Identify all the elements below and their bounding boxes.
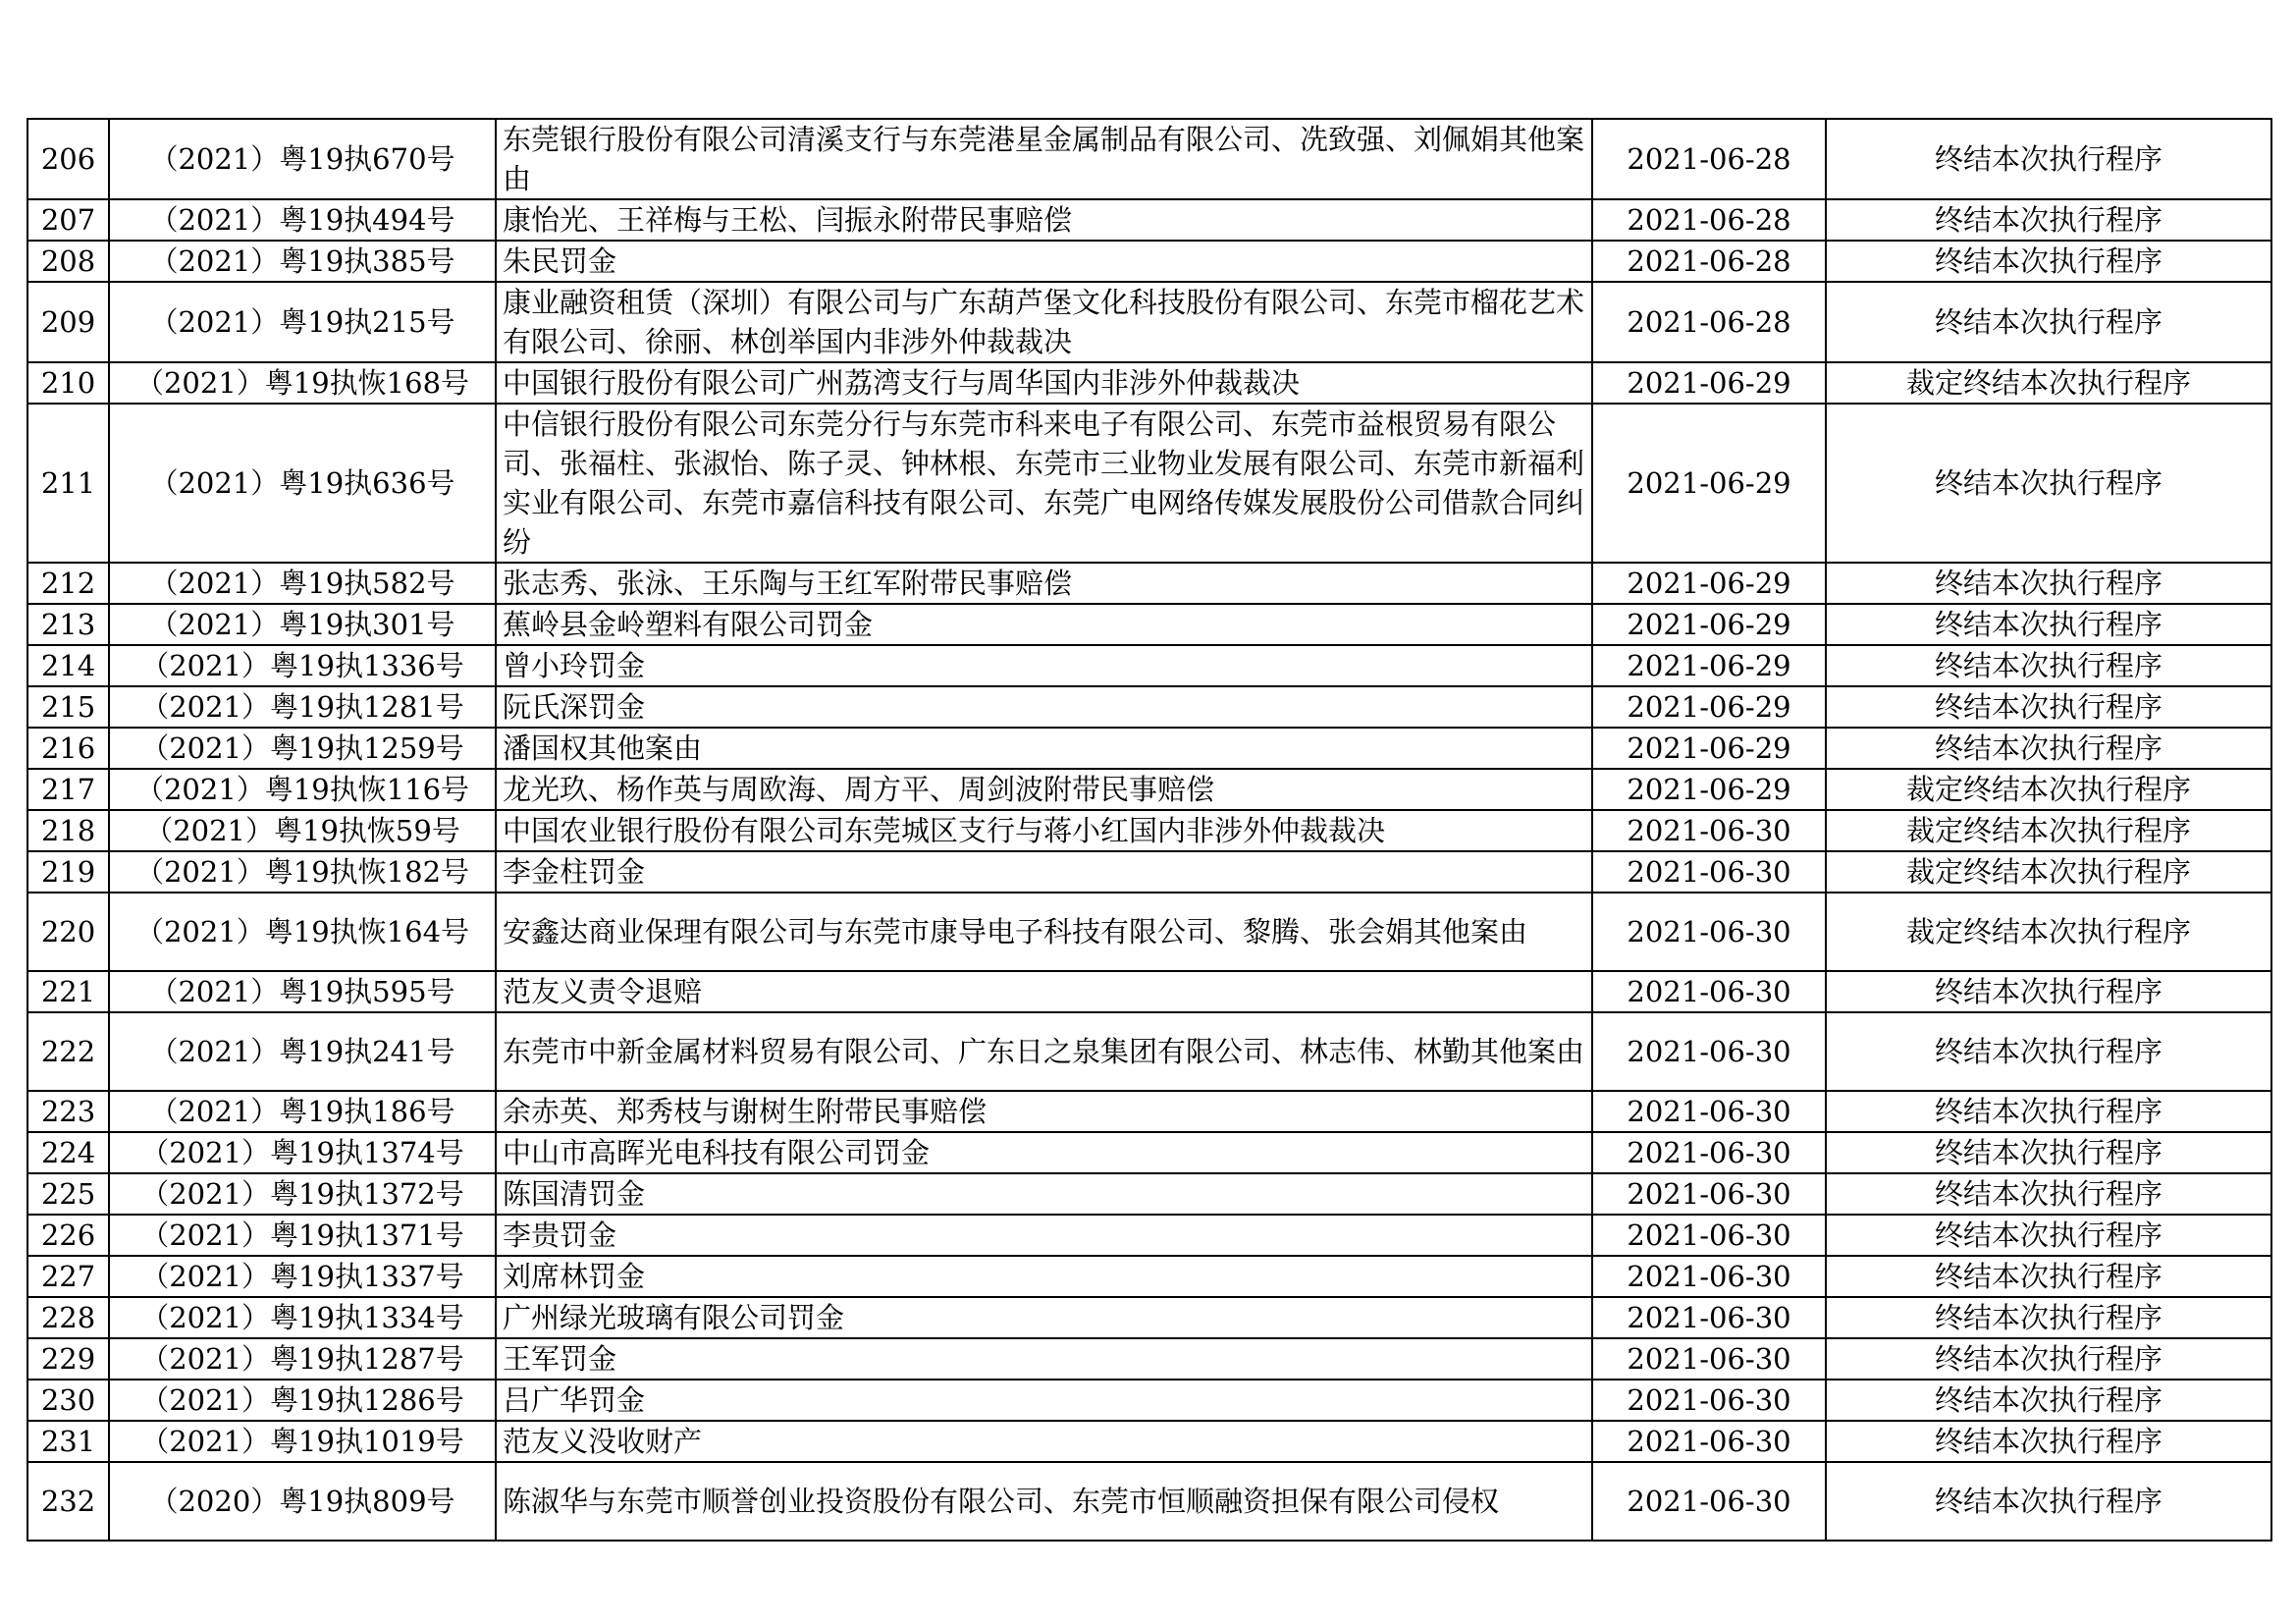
- case-description-cell: 蕉岭县金岭塑料有限公司罚金: [496, 604, 1592, 645]
- closing-date-cell: 2021-06-29: [1592, 362, 1826, 404]
- result-cell: 终结本次执行程序: [1826, 1173, 2271, 1215]
- table-row: [27, 893, 2271, 971]
- row-number-cell: 226: [27, 1215, 109, 1256]
- closing-date-cell: 2021-06-30: [1592, 1297, 1826, 1338]
- table-row: [27, 1215, 2271, 1256]
- case-description-cell: 李金柱罚金: [496, 851, 1592, 893]
- case-number-cell: （2021）粤19执595号: [109, 971, 496, 1012]
- row-number-cell: 227: [27, 1256, 109, 1297]
- closing-date-cell: 2021-06-29: [1592, 563, 1826, 604]
- case-number-cell: （2021）粤19执恢168号: [109, 362, 496, 404]
- row-number-cell: 228: [27, 1297, 109, 1338]
- result-cell: 裁定终结本次执行程序: [1826, 851, 2271, 893]
- case-number-cell: （2021）粤19执241号: [109, 1012, 496, 1091]
- closing-date-cell: 2021-06-28: [1592, 282, 1826, 362]
- row-number-cell: 232: [27, 1462, 109, 1541]
- case-table: [27, 118, 2272, 1542]
- row-number-cell: 229: [27, 1338, 109, 1380]
- table-row: [27, 1338, 2271, 1380]
- result-cell: 裁定终结本次执行程序: [1826, 893, 2271, 971]
- closing-date-cell: 2021-06-30: [1592, 971, 1826, 1012]
- closing-date-cell: 2021-06-29: [1592, 769, 1826, 810]
- closing-date-cell: 2021-06-29: [1592, 604, 1826, 645]
- case-number-cell: （2021）粤19执1259号: [109, 728, 496, 769]
- case-number-cell: （2021）粤19执670号: [109, 119, 496, 199]
- case-number-cell: （2021）粤19执1281号: [109, 686, 496, 728]
- row-number-cell: 209: [27, 282, 109, 362]
- table-row: [27, 1462, 2271, 1541]
- case-description-cell: 康业融资租赁（深圳）有限公司与广东葫芦堡文化科技股份有限公司、东莞市榴花艺术有限公司、徐丽、林创举国内非涉外仲裁裁决: [496, 282, 1592, 362]
- result-cell: 终结本次执行程序: [1826, 645, 2271, 686]
- table-row: [27, 1421, 2271, 1462]
- case-number-cell: （2021）粤19执1372号: [109, 1173, 496, 1215]
- row-number-cell: 218: [27, 810, 109, 851]
- result-cell: 终结本次执行程序: [1826, 1012, 2271, 1091]
- result-cell: 终结本次执行程序: [1826, 404, 2271, 563]
- closing-date-cell: 2021-06-28: [1592, 241, 1826, 282]
- case-description-cell: 曾小玲罚金: [496, 645, 1592, 686]
- case-number-cell: （2021）粤19执恢116号: [109, 769, 496, 810]
- case-description-cell: 朱民罚金: [496, 241, 1592, 282]
- case-number-cell: （2021）粤19执恢182号: [109, 851, 496, 893]
- table-row: [27, 1297, 2271, 1338]
- case-number-cell: （2021）粤19执494号: [109, 199, 496, 241]
- case-description-cell: 康怡光、王祥梅与王松、闫振永附带民事赔偿: [496, 199, 1592, 241]
- case-description-cell: 广州绿光玻璃有限公司罚金: [496, 1297, 1592, 1338]
- result-cell: 终结本次执行程序: [1826, 971, 2271, 1012]
- case-number-cell: （2021）粤19执1287号: [109, 1338, 496, 1380]
- result-cell: 终结本次执行程序: [1826, 1297, 2271, 1338]
- table-row: [27, 645, 2271, 686]
- closing-date-cell: 2021-06-29: [1592, 728, 1826, 769]
- case-description-cell: 李贵罚金: [496, 1215, 1592, 1256]
- case-description-cell: 范友义没收财产: [496, 1421, 1592, 1462]
- table-row: [27, 1012, 2271, 1091]
- result-cell: 终结本次执行程序: [1826, 199, 2271, 241]
- result-cell: 终结本次执行程序: [1826, 119, 2271, 199]
- case-description-cell: 陈淑华与东莞市顺誉创业投资股份有限公司、东莞市恒顺融资担保有限公司侵权: [496, 1462, 1592, 1541]
- closing-date-cell: 2021-06-30: [1592, 1132, 1826, 1173]
- result-cell: 裁定终结本次执行程序: [1826, 362, 2271, 404]
- case-description-cell: 王军罚金: [496, 1338, 1592, 1380]
- closing-date-cell: 2021-06-29: [1592, 404, 1826, 563]
- row-number-cell: 214: [27, 645, 109, 686]
- table-row: [27, 282, 2271, 362]
- closing-date-cell: 2021-06-30: [1592, 1215, 1826, 1256]
- table-row: [27, 563, 2271, 604]
- closing-date-cell: 2021-06-30: [1592, 1012, 1826, 1091]
- case-number-cell: （2021）粤19执385号: [109, 241, 496, 282]
- result-cell: 终结本次执行程序: [1826, 241, 2271, 282]
- table-row: [27, 1256, 2271, 1297]
- case-description-cell: 中山市高晖光电科技有限公司罚金: [496, 1132, 1592, 1173]
- result-cell: 终结本次执行程序: [1826, 1215, 2271, 1256]
- table-row: [27, 119, 2271, 199]
- case-number-cell: （2021）粤19执1374号: [109, 1132, 496, 1173]
- table-row: [27, 1173, 2271, 1215]
- closing-date-cell: 2021-06-30: [1592, 1380, 1826, 1421]
- row-number-cell: 220: [27, 893, 109, 971]
- table-row: [27, 1380, 2271, 1421]
- case-description-cell: 中信银行股份有限公司东莞分行与东莞市科来电子有限公司、东莞市益根贸易有限公司、张福柱、张淑怡、陈子灵、钟林根、东莞市三业物业发展有限公司、东莞市新福利实业有限公司、东莞市嘉信科技有限公司、东莞广电网络传媒发展股份公司借款合同纠纷: [496, 404, 1592, 563]
- table-row: [27, 604, 2271, 645]
- table-row: [27, 971, 2271, 1012]
- closing-date-cell: 2021-06-28: [1592, 199, 1826, 241]
- row-number-cell: 230: [27, 1380, 109, 1421]
- case-description-cell: 安鑫达商业保理有限公司与东莞市康导电子科技有限公司、黎腾、张会娟其他案由: [496, 893, 1592, 971]
- case-number-cell: （2021）粤19执1336号: [109, 645, 496, 686]
- closing-date-cell: 2021-06-30: [1592, 851, 1826, 893]
- row-number-cell: 206: [27, 119, 109, 199]
- table-row: [27, 1132, 2271, 1173]
- case-description-cell: 龙光玖、杨作英与周欧海、周方平、周剑波附带民事赔偿: [496, 769, 1592, 810]
- result-cell: 终结本次执行程序: [1826, 1091, 2271, 1132]
- result-cell: 终结本次执行程序: [1826, 1380, 2271, 1421]
- case-description-cell: 吕广华罚金: [496, 1380, 1592, 1421]
- case-description-cell: 中国农业银行股份有限公司东莞城区支行与蒋小红国内非涉外仲裁裁决: [496, 810, 1592, 851]
- case-description-cell: 刘席林罚金: [496, 1256, 1592, 1297]
- table-row: [27, 241, 2271, 282]
- case-description-cell: 余赤英、郑秀枝与谢树生附带民事赔偿: [496, 1091, 1592, 1132]
- row-number-cell: 216: [27, 728, 109, 769]
- row-number-cell: 225: [27, 1173, 109, 1215]
- result-cell: 终结本次执行程序: [1826, 1256, 2271, 1297]
- case-number-cell: （2021）粤19执215号: [109, 282, 496, 362]
- closing-date-cell: 2021-06-30: [1592, 1421, 1826, 1462]
- case-number-cell: （2021）粤19执1337号: [109, 1256, 496, 1297]
- row-number-cell: 221: [27, 971, 109, 1012]
- closing-date-cell: 2021-06-30: [1592, 1173, 1826, 1215]
- closing-date-cell: 2021-06-29: [1592, 686, 1826, 728]
- result-cell: 终结本次执行程序: [1826, 1421, 2271, 1462]
- result-cell: 终结本次执行程序: [1826, 686, 2271, 728]
- table-row: [27, 686, 2271, 728]
- case-number-cell: （2021）粤19执636号: [109, 404, 496, 563]
- case-number-cell: （2020）粤19执809号: [109, 1462, 496, 1541]
- closing-date-cell: 2021-06-30: [1592, 1256, 1826, 1297]
- row-number-cell: 211: [27, 404, 109, 563]
- table-row: [27, 728, 2271, 769]
- case-number-cell: （2021）粤19执1334号: [109, 1297, 496, 1338]
- row-number-cell: 222: [27, 1012, 109, 1091]
- case-number-cell: （2021）粤19执恢164号: [109, 893, 496, 971]
- table-row: [27, 810, 2271, 851]
- result-cell: 终结本次执行程序: [1826, 604, 2271, 645]
- row-number-cell: 207: [27, 199, 109, 241]
- closing-date-cell: 2021-06-30: [1592, 810, 1826, 851]
- case-description-cell: 东莞银行股份有限公司清溪支行与东莞港星金属制品有限公司、冼致强、刘佩娟其他案由: [496, 119, 1592, 199]
- case-table-body: [27, 119, 2271, 1541]
- table-row: [27, 851, 2271, 893]
- row-number-cell: 224: [27, 1132, 109, 1173]
- result-cell: 裁定终结本次执行程序: [1826, 810, 2271, 851]
- result-cell: 裁定终结本次执行程序: [1826, 769, 2271, 810]
- case-description-cell: 中国银行股份有限公司广州荔湾支行与周华国内非涉外仲裁裁决: [496, 362, 1592, 404]
- row-number-cell: 213: [27, 604, 109, 645]
- result-cell: 终结本次执行程序: [1826, 1338, 2271, 1380]
- closing-date-cell: 2021-06-30: [1592, 1091, 1826, 1132]
- case-number-cell: （2021）粤19执1019号: [109, 1421, 496, 1462]
- closing-date-cell: 2021-06-29: [1592, 645, 1826, 686]
- table-row: [27, 199, 2271, 241]
- case-number-cell: （2021）粤19执582号: [109, 563, 496, 604]
- result-cell: 终结本次执行程序: [1826, 282, 2271, 362]
- result-cell: 终结本次执行程序: [1826, 563, 2271, 604]
- case-description-cell: 阮氏深罚金: [496, 686, 1592, 728]
- row-number-cell: 215: [27, 686, 109, 728]
- row-number-cell: 223: [27, 1091, 109, 1132]
- case-number-cell: （2021）粤19执恢59号: [109, 810, 496, 851]
- closing-date-cell: 2021-06-30: [1592, 1462, 1826, 1541]
- case-description-cell: 张志秀、张泳、王乐陶与王红军附带民事赔偿: [496, 563, 1592, 604]
- table-row: [27, 362, 2271, 404]
- case-number-cell: （2021）粤19执1371号: [109, 1215, 496, 1256]
- case-description-cell: 陈国清罚金: [496, 1173, 1592, 1215]
- case-description-cell: 范友义责令退赔: [496, 971, 1592, 1012]
- row-number-cell: 210: [27, 362, 109, 404]
- table-row: [27, 404, 2271, 563]
- row-number-cell: 208: [27, 241, 109, 282]
- table-row: [27, 769, 2271, 810]
- case-description-cell: 东莞市中新金属材料贸易有限公司、广东日之泉集团有限公司、林志伟、林勤其他案由: [496, 1012, 1592, 1091]
- case-number-cell: （2021）粤19执186号: [109, 1091, 496, 1132]
- case-description-cell: 潘国权其他案由: [496, 728, 1592, 769]
- result-cell: 终结本次执行程序: [1826, 728, 2271, 769]
- closing-date-cell: 2021-06-30: [1592, 893, 1826, 971]
- case-number-cell: （2021）粤19执301号: [109, 604, 496, 645]
- table-row: [27, 1091, 2271, 1132]
- row-number-cell: 219: [27, 851, 109, 893]
- row-number-cell: 212: [27, 563, 109, 604]
- result-cell: 终结本次执行程序: [1826, 1462, 2271, 1541]
- closing-date-cell: 2021-06-28: [1592, 119, 1826, 199]
- closing-date-cell: 2021-06-30: [1592, 1338, 1826, 1380]
- result-cell: 终结本次执行程序: [1826, 1132, 2271, 1173]
- row-number-cell: 231: [27, 1421, 109, 1462]
- row-number-cell: 217: [27, 769, 109, 810]
- case-number-cell: （2021）粤19执1286号: [109, 1380, 496, 1421]
